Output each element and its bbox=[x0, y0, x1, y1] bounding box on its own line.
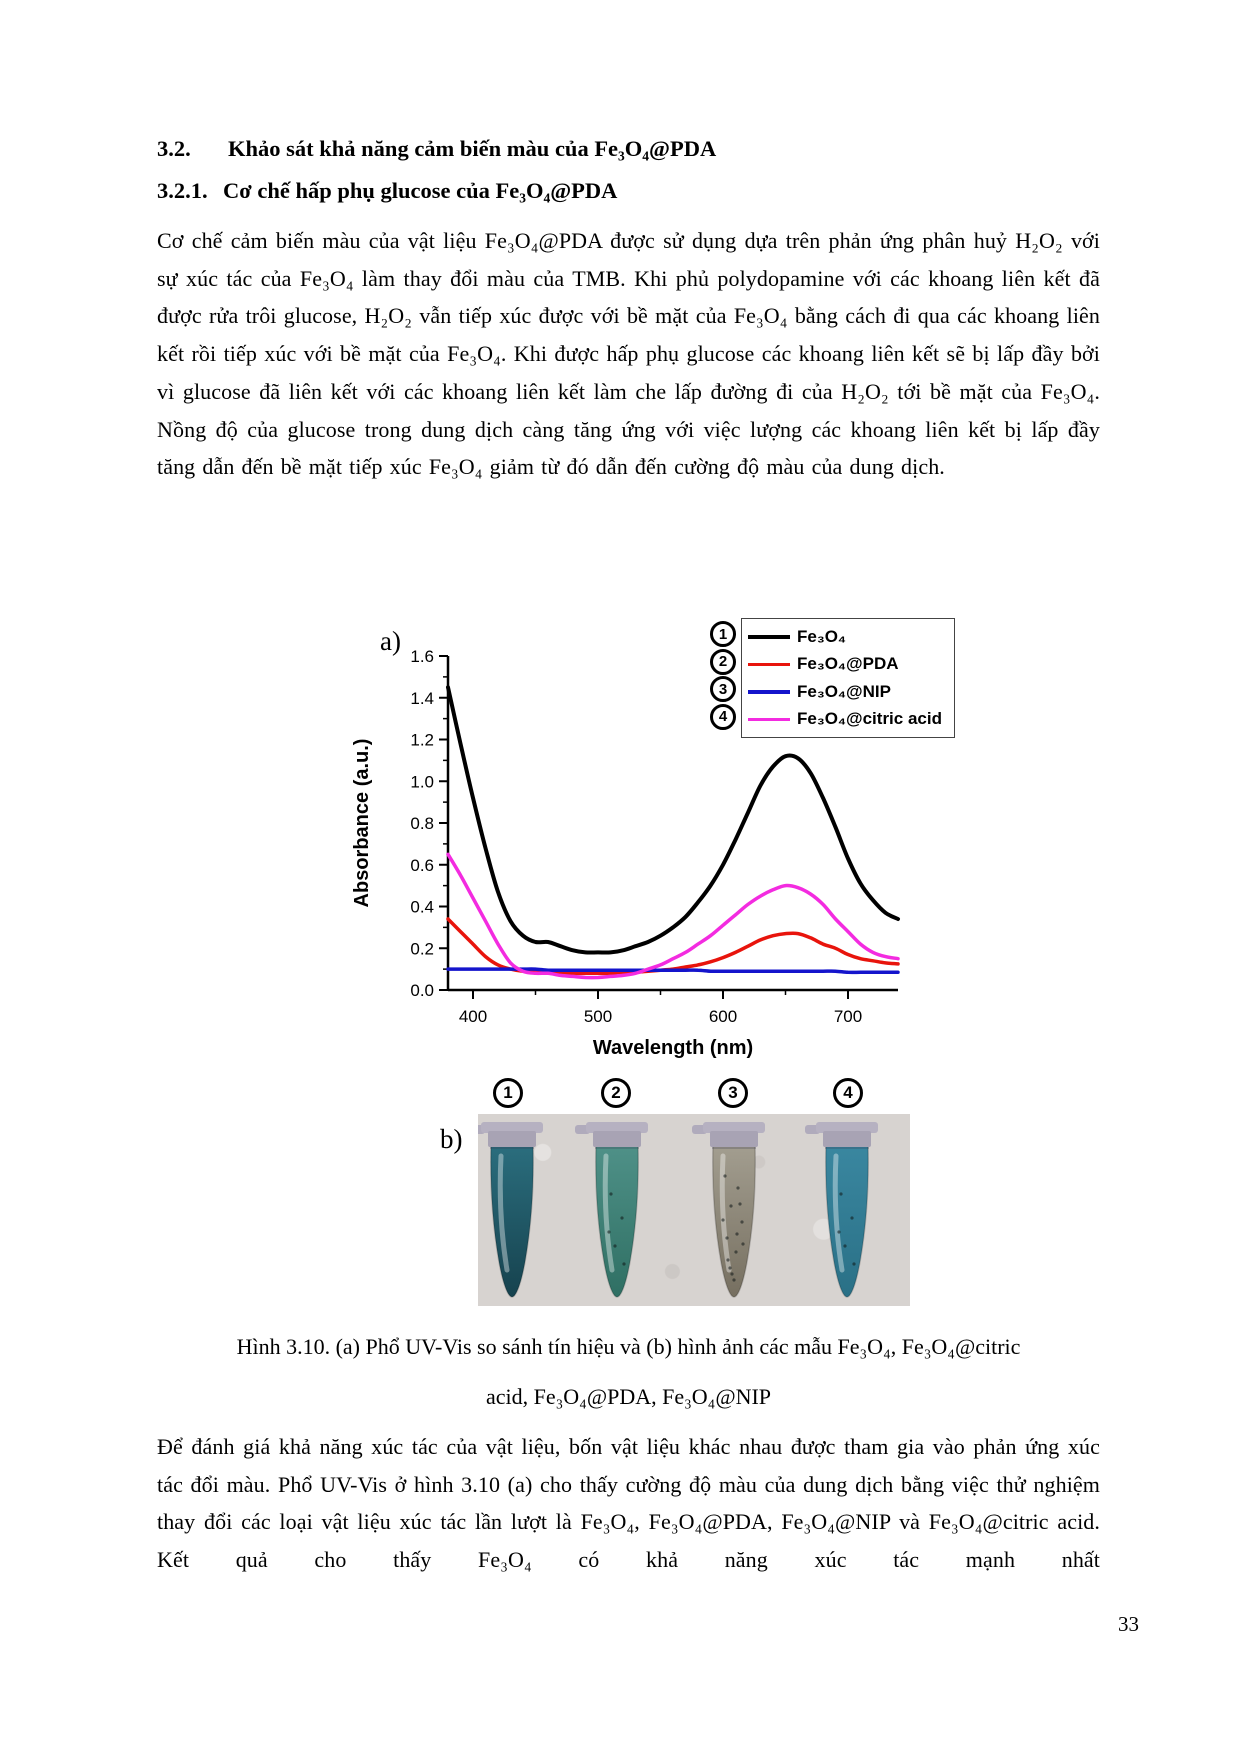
speckle bbox=[843, 1244, 846, 1247]
tube-fe3o4-pda bbox=[575, 1122, 648, 1297]
legend-label-fe3o4-nip: Fe₃O₄@NIP bbox=[797, 681, 891, 701]
cap-body bbox=[488, 1131, 536, 1147]
x-tick-label: 400 bbox=[458, 1007, 488, 1026]
tube-body bbox=[491, 1144, 533, 1297]
speckle bbox=[730, 1272, 733, 1275]
legend-number-badge-fe3o4-pda: 2 bbox=[710, 649, 736, 675]
legend-number-badge-fe3o4-nip: 3 bbox=[710, 676, 736, 702]
x-tick-label: 500 bbox=[583, 1007, 613, 1026]
legend-label-fe3o4-citric: Fe₃O₄@citric acid bbox=[797, 709, 942, 729]
subsection-title: Cơ chế hấp phụ glucose của Fe₃O₄@PDA bbox=[223, 178, 618, 203]
speckle bbox=[850, 1216, 853, 1219]
speckle bbox=[609, 1192, 612, 1195]
speckle bbox=[622, 1262, 625, 1265]
figure-caption-line2: acid, Fe₃O₄@PDA, Fe₃O₄@NIP bbox=[485, 1384, 772, 1409]
legend-label-fe3o4-pda: Fe₃O₄@PDA bbox=[797, 654, 899, 674]
x-axis-title: Wavelength (nm) bbox=[592, 1037, 754, 1059]
tube-fe3o4 bbox=[478, 1122, 543, 1297]
uvvis-chart-panel-a bbox=[328, 588, 988, 1070]
y-tick-label: 0.6 bbox=[410, 855, 434, 875]
panel-a-label: a) bbox=[380, 626, 401, 656]
speckle bbox=[852, 1262, 855, 1265]
x-tick-label: 700 bbox=[833, 1007, 863, 1026]
legend-swatch-fe3o4 bbox=[748, 635, 790, 639]
speckle bbox=[839, 1192, 842, 1195]
x-tick-label: 600 bbox=[708, 1007, 738, 1026]
tube-body bbox=[826, 1144, 868, 1297]
tube-number-badge-fe3o4-pda: 2 bbox=[601, 1078, 631, 1108]
tube-number-badge-fe3o4: 1 bbox=[493, 1078, 523, 1108]
speckle bbox=[728, 1266, 731, 1269]
speckle bbox=[613, 1244, 616, 1247]
legend-swatch-fe3o4-nip bbox=[748, 690, 790, 694]
legend-entry-fe3o4-nip bbox=[748, 678, 942, 706]
speckle bbox=[735, 1232, 738, 1235]
tube-photo-panel-b bbox=[440, 1078, 940, 1313]
y-tick-label: 1.4 bbox=[410, 688, 434, 708]
speckle bbox=[723, 1174, 726, 1177]
y-tick-label: 0.4 bbox=[410, 897, 434, 917]
y-axis-title: Absorbance (a.u.) bbox=[351, 738, 373, 908]
legend-swatch-fe3o4-citric bbox=[748, 718, 790, 722]
page-number: 33 bbox=[1118, 1612, 1139, 1636]
section-number: 3.2. bbox=[157, 136, 191, 161]
speckle bbox=[721, 1218, 724, 1221]
y-tick-label: 0.8 bbox=[410, 814, 434, 833]
speckle bbox=[738, 1202, 741, 1205]
speckle bbox=[736, 1186, 739, 1189]
y-tick-label: 0.0 bbox=[410, 981, 434, 1000]
speckle bbox=[725, 1236, 728, 1239]
legend-entry-fe3o4-pda bbox=[748, 651, 942, 679]
cap-body bbox=[710, 1131, 758, 1147]
legend-entry-fe3o4-citric bbox=[748, 706, 942, 734]
paragraph-evaluation: Để đánh giá khả năng xúc tác của vật liệu, bốn vật liệu khác nhau được tham gia vào phản ứng xúc tác đổi màu. Phổ UV-Vis ở hình 3.10 (a) cho thấy cường độ màu của dung dịch bằng việc thử nghiệm thay đổi các loại vật liệu xúc tác lần lượt là Fe₃O₄, Fe₃O₄@PDA, Fe₃O₄@NIP và Fe₃O₄@citric acid. Kết quả cho thấy Fe₃O₄ có khả năng xúc tác mạnh nhất bbox=[157, 1434, 1100, 1573]
y-tick-label: 1.2 bbox=[410, 730, 434, 750]
curve-fe3o4-citric bbox=[448, 854, 898, 977]
tube-body bbox=[713, 1144, 755, 1297]
paragraph-mechanism: Cơ chế cảm biến màu của vật liệu Fe₃O₄@PDA được sử dụng dựa trên phản ứng phân huỷ H₂O₂ với sự xúc tác của Fe₃O₄ làm thay đổi màu của TMB. Khi phủ polydopamine với các khoang liên kết đã được rửa trôi glucose, H₂O₂ vẫn tiếp xúc được với bề mặt của Fe₃O₄ bằng cách đi qua các khoang liên kết rồi tiếp xúc với bề mặt của Fe₃O₄. Khi được hấp phụ glucose các khoang liên kết sẽ bị lấp đầy bởi vì glucose đã liên kết với các khoang liên kết làm che lấp đường đi của H₂O₂ tới bề mặt của Fe₃O₄. Nồng độ của glucose trong dung dịch càng tăng ứng với việc lượng các khoang liên kết bị lấp đầy tăng dẫn đến bề mặt tiếp xúc Fe₃O₄ giảm từ đó dẫn đến cường độ màu của dung dịch. bbox=[157, 228, 1100, 480]
cap-body bbox=[593, 1131, 641, 1147]
section-title: Khảo sát khả năng cảm biến màu của Fe₃O₄@PDA bbox=[228, 136, 717, 161]
legend-swatch-fe3o4-pda bbox=[748, 663, 790, 667]
speckle bbox=[740, 1220, 743, 1223]
chart-legend bbox=[710, 618, 955, 738]
speckle bbox=[732, 1278, 735, 1281]
cap-body bbox=[823, 1131, 871, 1147]
speckle bbox=[620, 1216, 623, 1219]
panel-b-label: b) bbox=[440, 1124, 463, 1154]
legend-box bbox=[741, 618, 955, 738]
legend-number-badge-fe3o4-citric: 4 bbox=[710, 704, 736, 730]
y-tick-label: 1.0 bbox=[410, 772, 434, 792]
legend-entry-fe3o4 bbox=[748, 623, 942, 651]
subsection-number: 3.2.1. bbox=[157, 178, 208, 203]
tube-number-badge-fe3o4-nip: 3 bbox=[718, 1078, 748, 1108]
section-heading bbox=[157, 134, 1107, 164]
legend-label-fe3o4: Fe₃O₄ bbox=[797, 626, 847, 646]
tube-fe3o4-nip bbox=[692, 1122, 765, 1297]
speckle bbox=[837, 1230, 840, 1233]
speckle bbox=[734, 1250, 737, 1253]
tube-fe3o4-citric bbox=[805, 1122, 878, 1297]
tubes-illustration bbox=[478, 1114, 910, 1306]
legend-number-badge-fe3o4: 1 bbox=[710, 621, 736, 647]
tube-number-badge-fe3o4-citric: 4 bbox=[833, 1078, 863, 1108]
y-tick-label: 0.2 bbox=[410, 939, 434, 959]
figure-caption-line1: Hình 3.10. (a) Phổ UV-Vis so sánh tín hiệu và (b) hình ảnh các mẫu Fe₃O₄, Fe₃O₄@citric bbox=[236, 1334, 1021, 1359]
figure-caption bbox=[157, 1322, 1100, 1422]
y-tick-label: 1.6 bbox=[410, 647, 434, 666]
tube-body bbox=[596, 1144, 638, 1297]
speckle bbox=[729, 1204, 732, 1207]
subsection-heading bbox=[157, 176, 1107, 206]
speckle bbox=[726, 1258, 729, 1261]
speckle bbox=[607, 1230, 610, 1233]
tube-photo bbox=[478, 1114, 910, 1306]
legend-number-column bbox=[710, 618, 736, 731]
speckle bbox=[741, 1242, 744, 1245]
